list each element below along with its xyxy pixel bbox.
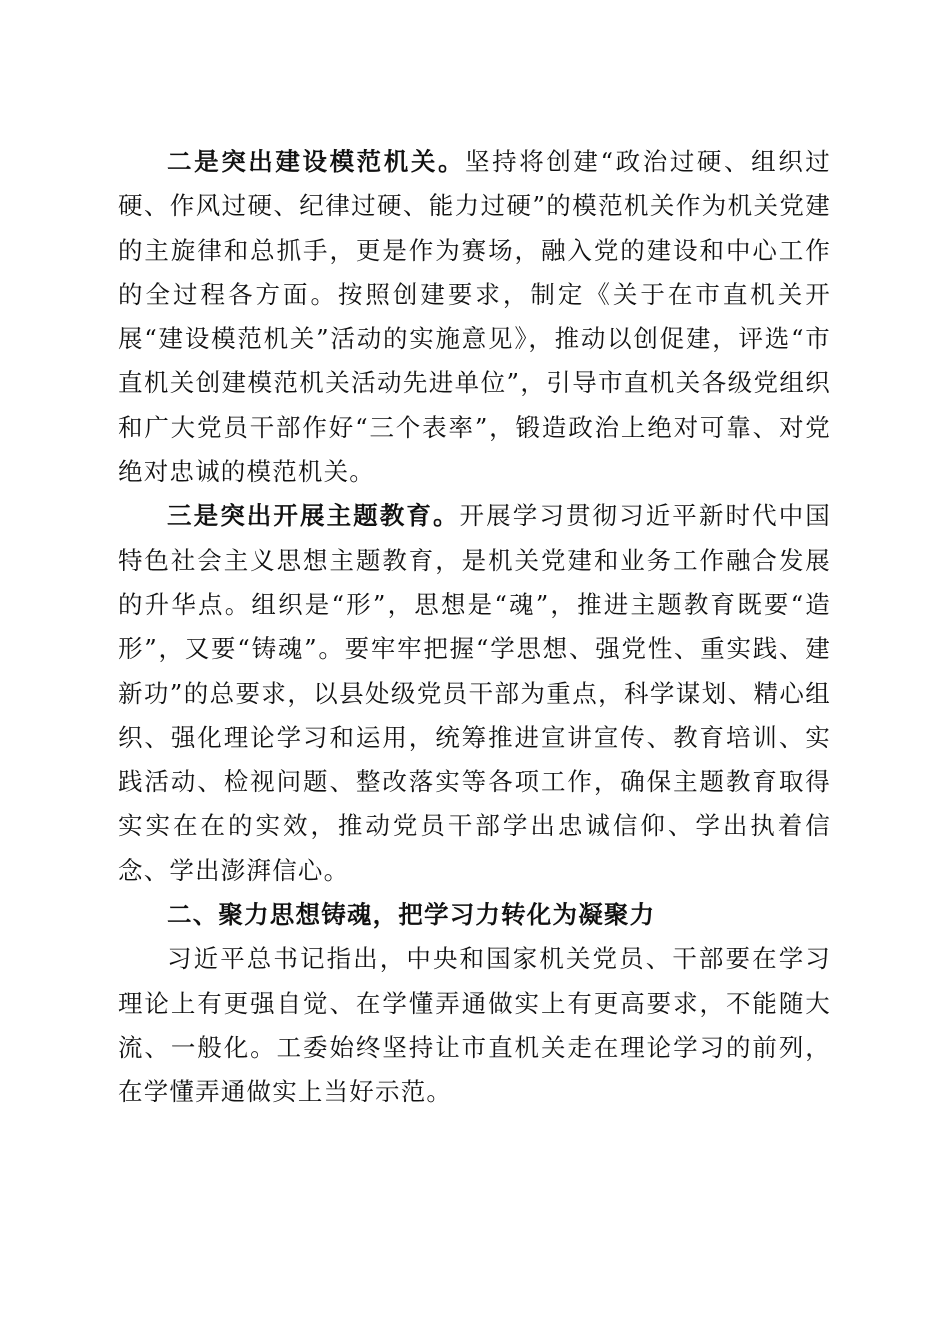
paragraph-closing: 习近平总书记指出，中央和国家机关党员、干部要在学习理论上有更强自觉、在学懂弄通做实上有更高要求，不能随大流、一般化。工委始终坚持让市直机关走在理论学习的前列，在学懂弄通做实上当好示范。 <box>118 944 831 1107</box>
paragraph-body: 开展学习贯彻习近平新时代中国特色社会主义思想主题教育，是机关党建和业务工作融合发展的升华点。组织是“形”，思想是“魂”，推进主题教育既要“造形”，又要“铸魂”。要牢牢把握“学思想、强党性、重实践、建新功”的总要求，以县处级党员干部为重点，科学谋划、精心组织、强化理论学习和运用，统筹推进宣讲宣传、教育培训、实践活动、检视问题、整改落实等各项工作，确保主题教育取得实实在在的实效，推动党员干部学出忠诚信仰、学出执着信念、学出澎湃信心。 <box>118 501 831 885</box>
paragraph-body: 坚持将创建“政治过硬、组织过硬、作风过硬、纪律过硬、能力过硬”的模范机关作为机关党建的主旋律和总抓手，更是作为赛场，融入党的建设和中心工作的全过程各方面。按照创建要求，制定《关于在市直机关开展“建设模范机关”活动的实施意见》，推动以创促建，评选“市直机关创建模范机关活动先进单位”，引导市直机关各级党组织和广大党员干部作好“三个表率”，锻造政治上绝对可靠、对党绝对忠诚的模范机关。 <box>118 147 831 487</box>
document-page <box>118 140 831 1115</box>
paragraph-theme-education <box>118 494 831 893</box>
paragraph-model-organs <box>118 140 831 494</box>
paragraph-lead: 二是突出建设模范机关。 <box>167 147 466 176</box>
section-heading: 二、聚力思想铸魂，把学习力转化为凝聚力 <box>167 900 656 930</box>
paragraph-lead: 三是突出开展主题教育。 <box>167 501 460 531</box>
